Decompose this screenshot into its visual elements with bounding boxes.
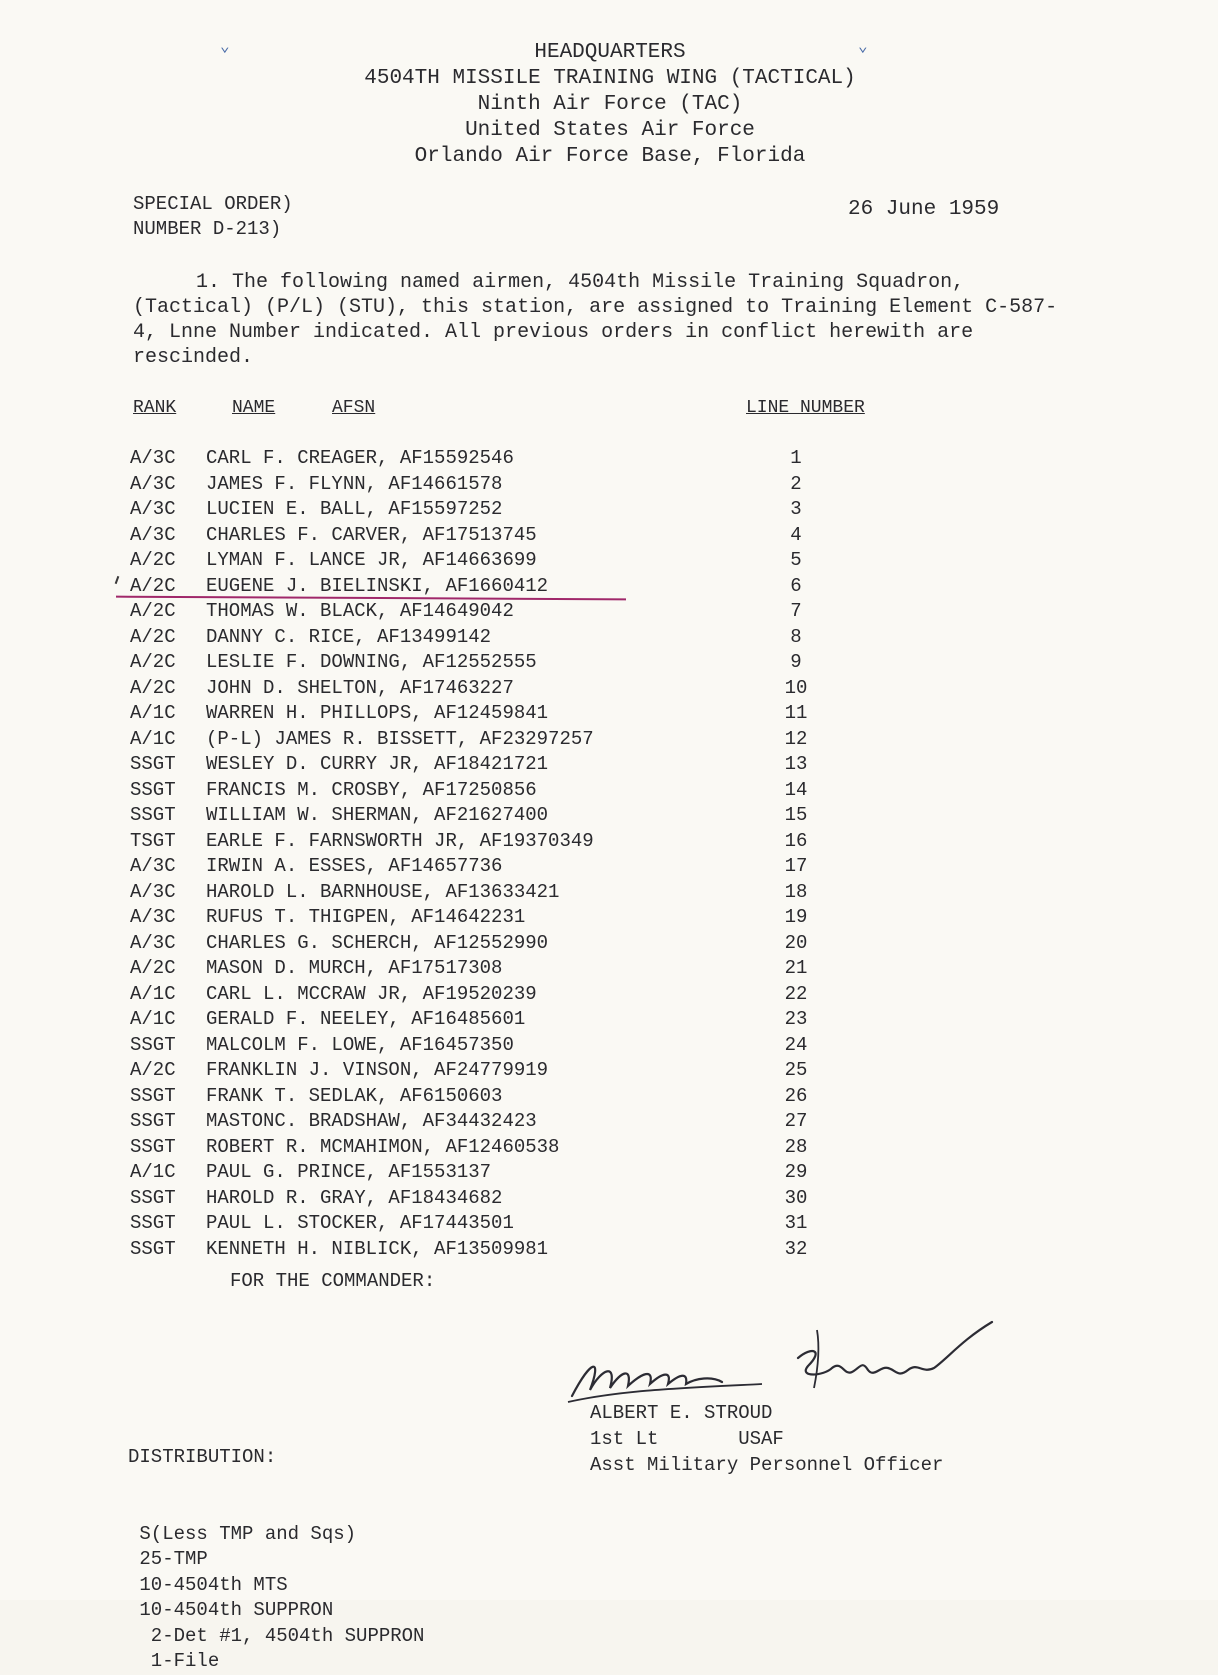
usaf-line: United States Air Force [465, 119, 755, 142]
roster-rank: A/3C [130, 880, 176, 903]
roster-rank: SSGT [130, 753, 176, 775]
roster-person: EARLE F. FARNSWORTH JR, AF19370349 [206, 829, 594, 852]
roster-rank: A/2C [130, 651, 176, 673]
roster-row [130, 472, 850, 498]
roster-rank: A/2C [130, 549, 176, 571]
roster-rank: SSGT [130, 1033, 176, 1056]
air-force-line: Ninth Air Force (TAC) [477, 93, 743, 116]
roster-row [130, 1109, 850, 1135]
roster-person: LUCIEN E. BALL, AF15597252 [206, 498, 503, 520]
roster-person: EUGENE J. BIELINSKI, AF1660412 [206, 574, 549, 597]
roster-row [130, 1160, 850, 1186]
roster-person: CHARLES F. CARVER, AF17513745 [206, 523, 537, 546]
roster-rank: SSGT [130, 1212, 176, 1234]
roster-line: 2 [790, 472, 802, 495]
roster-line: 14 [784, 778, 808, 801]
roster-row [130, 1007, 850, 1033]
roster-rank: A/2C [130, 1059, 176, 1081]
roster-line: 16 [784, 829, 808, 852]
roster-person: HAROLD R. GRAY, AF18434682 [206, 1186, 503, 1209]
base-line: Orlando Air Force Base, Florida [414, 145, 806, 168]
roster-line: 24 [784, 1033, 808, 1056]
roster-line: 19 [784, 906, 808, 928]
distribution-item: 25-TMP [128, 1548, 208, 1570]
roster-line: 20 [784, 931, 808, 954]
roster-person: FRANKLIN J. VINSON, AF24779919 [206, 1059, 549, 1081]
roster-line: 12 [784, 727, 808, 750]
roster-row [130, 905, 850, 931]
roster-rank: A/2C [130, 625, 176, 648]
roster-line: 11 [784, 702, 808, 724]
roster-rank: A/1C [130, 1008, 176, 1030]
roster-person: FRANK T. SEDLAK, AF6150603 [206, 1084, 503, 1107]
roster-line: 1 [790, 447, 802, 469]
roster-rank: A/2C [130, 600, 176, 622]
roster-row [130, 880, 850, 906]
roster-person: WILLIAM W. SHERMAN, AF21627400 [206, 804, 549, 826]
roster-row [130, 701, 850, 727]
distribution-item: 2-Det #1, 4504th SUPPRON [128, 1624, 425, 1647]
roster-rank: A/2C [130, 574, 176, 597]
roster-rank: A/1C [130, 727, 176, 750]
roster-line: 15 [784, 804, 808, 826]
roster-line: 7 [790, 600, 802, 622]
roster-rank: A/1C [130, 982, 176, 1005]
column-header-rank: RANK [133, 398, 177, 418]
roster-line: 31 [784, 1212, 808, 1234]
roster-rank: A/1C [130, 1161, 176, 1183]
roster-line: 9 [790, 651, 802, 673]
roster-person: MASTONC. BRADSHAW, AF34432423 [206, 1110, 537, 1132]
roster-line: 3 [790, 498, 802, 520]
staple-mark-icon: ⌄ [220, 38, 230, 56]
roster-person: MALCOLM F. LOWE, AF16457350 [206, 1033, 514, 1056]
roster-person: CARL F. CREAGER, AF15592546 [206, 447, 514, 469]
roster-row [130, 1084, 850, 1110]
roster-rank: A/3C [130, 931, 176, 954]
order-date: 26 June 1959 [848, 198, 1000, 221]
for-the-commander: FOR THE COMMANDER: [230, 1270, 436, 1292]
roster-line: 25 [784, 1059, 808, 1081]
roster-row [130, 956, 850, 982]
roster-rank: A/3C [130, 906, 176, 928]
roster-line: 6 [790, 574, 802, 597]
roster-row [130, 676, 850, 702]
roster-row [130, 854, 850, 880]
roster-rank: TSGT [130, 829, 176, 852]
roster-row [130, 625, 850, 651]
order-paragraph [133, 270, 1073, 370]
roster-rank: A/3C [130, 523, 176, 546]
roster-row [130, 1135, 850, 1161]
roster-rank: SSGT [130, 778, 176, 801]
roster-rank: A/2C [130, 957, 176, 979]
roster-line: 28 [784, 1135, 808, 1158]
roster-row [130, 1237, 850, 1263]
roster-line: 10 [784, 676, 808, 699]
roster-person: WESLEY D. CURRY JR, AF18421721 [206, 753, 549, 775]
roster-row [130, 727, 850, 753]
wing-line: 4504TH MISSILE TRAINING WING (TACTICAL) [364, 67, 856, 90]
roster-row [130, 1211, 850, 1237]
roster-person: RUFUS T. THIGPEN, AF14642231 [206, 906, 526, 928]
order-number-line: NUMBER D-213) [133, 218, 282, 240]
roster-rank: SSGT [130, 1135, 176, 1158]
roster-person: THOMAS W. BLACK, AF14649042 [206, 600, 514, 622]
roster-rank: SSGT [130, 1084, 176, 1107]
roster-person: KENNETH H. NIBLICK, AF13509981 [206, 1237, 549, 1260]
roster-person: LESLIE F. DOWNING, AF12552555 [206, 651, 537, 673]
roster-line: 13 [784, 753, 808, 775]
distribution-title: DISTRIBUTION: [128, 1446, 277, 1468]
roster-person: PAUL L. STOCKER, AF17443501 [206, 1212, 514, 1234]
roster-line: 21 [784, 957, 808, 979]
signer-rank: 1st Lt USAF [590, 1428, 784, 1450]
column-header-afsn: AFSN [332, 398, 376, 418]
roster-row [130, 574, 850, 600]
roster-line: 32 [784, 1237, 808, 1260]
roster-row [130, 803, 850, 829]
roster-person: CHARLES G. SCHERCH, AF12552990 [206, 931, 549, 954]
roster-row [130, 599, 850, 625]
roster-person: LYMAN F. LANCE JR, AF14663699 [206, 549, 537, 571]
roster-person: CARL L. MCCRAW JR, AF19520239 [206, 982, 537, 1005]
roster-person: JOHN D. SHELTON, AF17463227 [206, 676, 514, 699]
roster-row [130, 650, 850, 676]
signature-block [590, 1400, 943, 1478]
distribution-item: 10-4504th SUPPRON [128, 1599, 334, 1621]
distribution-item: 10-4504th MTS [128, 1573, 288, 1596]
roster-line: 29 [784, 1161, 808, 1183]
roster-rank: A/3C [130, 472, 176, 495]
roster-row [130, 1058, 850, 1084]
column-header-line-number: LINE NUMBER [746, 398, 865, 418]
roster-line: 27 [784, 1110, 808, 1132]
roster-row [130, 548, 850, 574]
distribution-item: S(Less TMP and Sqs) [128, 1522, 357, 1545]
roster-row [130, 1186, 850, 1212]
roster-person: IRWIN A. ESSES, AF14657736 [206, 855, 503, 877]
roster-rank: A/3C [130, 855, 176, 877]
roster-rank: SSGT [130, 1237, 176, 1260]
distribution-item: 1-File [128, 1650, 220, 1672]
roster-line: 17 [784, 855, 808, 877]
signer-name: ALBERT E. STROUD [590, 1402, 773, 1424]
roster-row [130, 931, 850, 957]
roster-row [130, 523, 850, 549]
roster-person: FRANCIS M. CROSBY, AF17250856 [206, 778, 537, 801]
signer-title: Asst Military Personnel Officer [590, 1454, 944, 1476]
roster-row [130, 982, 850, 1008]
roster-person: GERALD F. NEELEY, AF16485601 [206, 1008, 526, 1030]
roster-rank: SSGT [130, 804, 176, 826]
roster-person: PAUL G. PRINCE, AF1553137 [206, 1161, 492, 1183]
roster-person: (P-L) JAMES R. BISSETT, AF23297257 [206, 727, 594, 750]
roster-rank: A/3C [130, 498, 176, 520]
special-order-label [133, 192, 293, 242]
roster-rank: A/1C [130, 702, 176, 724]
roster-rank: A/3C [130, 447, 176, 469]
roster-person: ROBERT R. MCMAHIMON, AF12460538 [206, 1135, 560, 1158]
roster-person: HAROLD L. BARNHOUSE, AF13633421 [206, 880, 560, 903]
roster-row [130, 497, 850, 523]
letterhead [300, 40, 920, 170]
column-header-name: NAME [232, 398, 276, 418]
roster-person: WARREN H. PHILLOPS, AF12459841 [206, 702, 549, 724]
roster-person: JAMES F. FLYNN, AF14661578 [206, 472, 503, 495]
roster-line: 23 [784, 1008, 808, 1030]
roster-line: 26 [784, 1084, 808, 1107]
roster-rank: SSGT [130, 1186, 176, 1209]
roster-rank: A/2C [130, 676, 176, 699]
roster-row [130, 829, 850, 855]
roster-row [130, 1033, 850, 1059]
roster-row [130, 446, 850, 472]
roster-person: MASON D. MURCH, AF17517308 [206, 957, 503, 979]
roster-line: 8 [790, 625, 802, 648]
roster-line: 30 [784, 1186, 808, 1209]
roster-line: 18 [784, 880, 808, 903]
roster-rank: SSGT [130, 1110, 176, 1132]
paragraph-number: 1. [196, 271, 221, 294]
roster-list [130, 446, 850, 1262]
roster-line: 22 [784, 982, 808, 1005]
roster-row [130, 778, 850, 804]
distribution-block [128, 1394, 424, 1675]
roster-row [130, 752, 850, 778]
paragraph-text: The following named airmen, 4504th Missile Training Squadron, (Tactical) (P/L) (STU), this station, are assigned to Training Element C-587-4, Lnne Number indicated. All previous orders in conflict herewith are rescinded. [133, 271, 1058, 369]
special-order-line: SPECIAL ORDER) [133, 193, 293, 215]
roster-line: 4 [790, 523, 802, 546]
headquarters-line: HEADQUARTERS [534, 41, 686, 64]
roster-person: DANNY C. RICE, AF13499142 [206, 625, 492, 648]
roster-line: 5 [790, 549, 802, 571]
staple-mark-icon: ⌄ [858, 38, 868, 56]
